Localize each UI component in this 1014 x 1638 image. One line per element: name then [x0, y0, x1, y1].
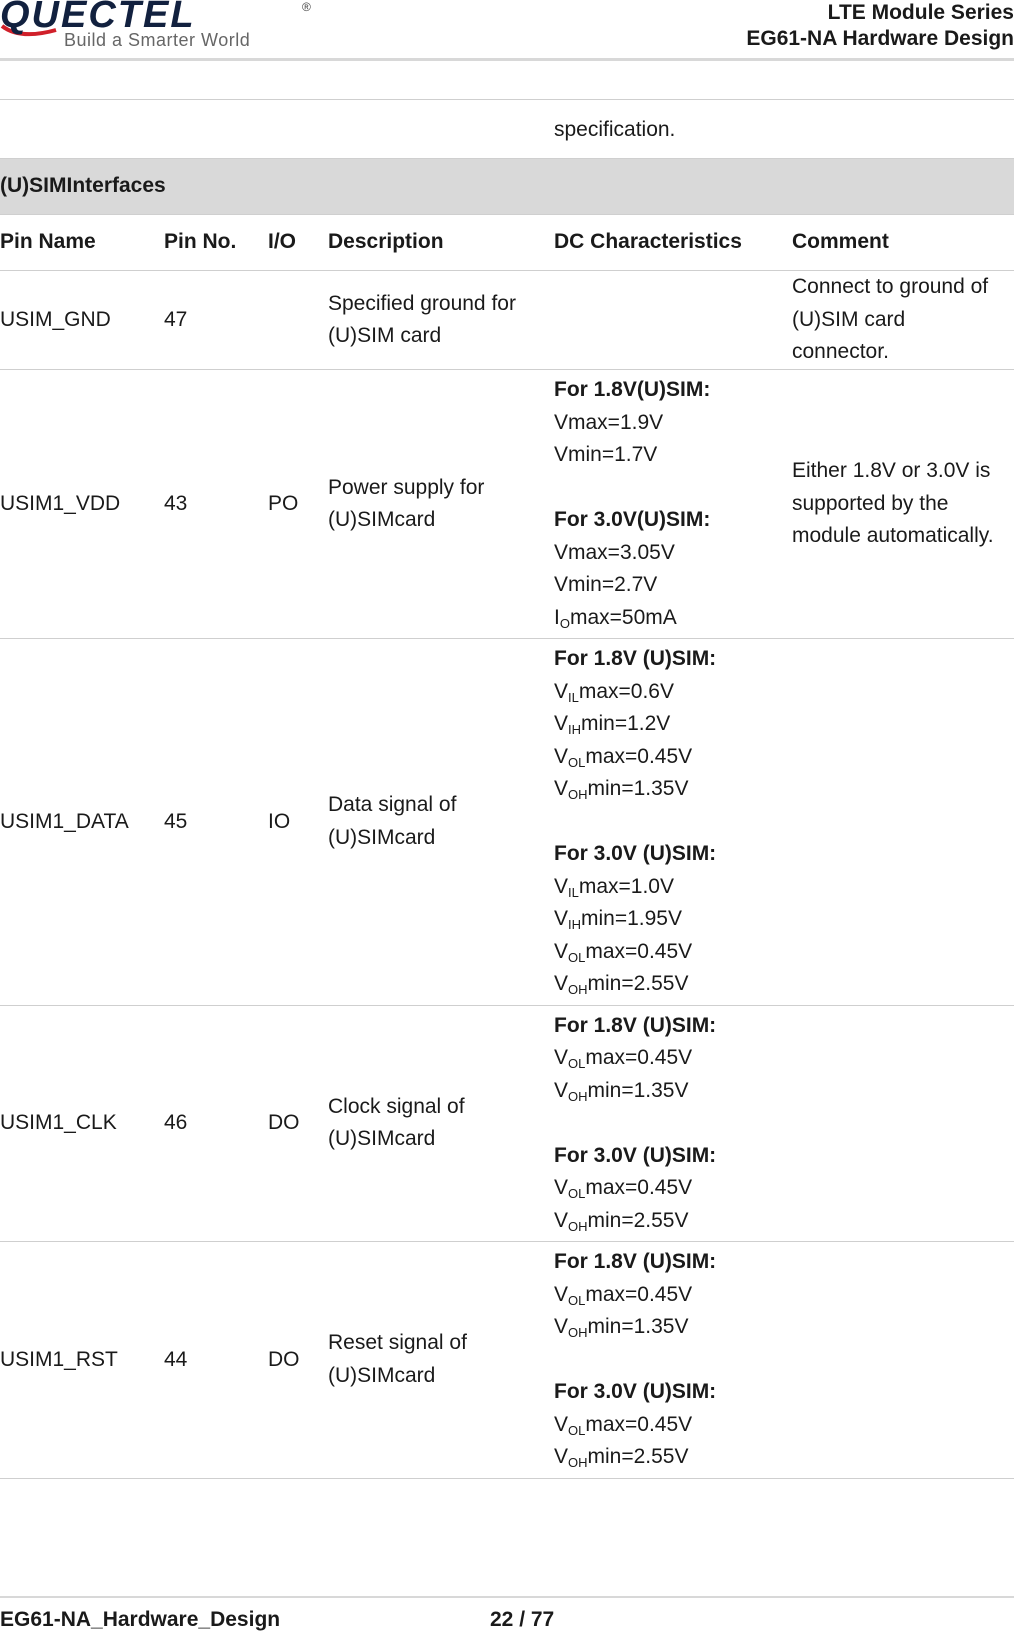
comment-line: connector.	[792, 340, 889, 364]
dc-heading: For 1.8V (U)SIM:	[554, 1013, 717, 1037]
pin-name-cell: USIM1_RST	[0, 1242, 164, 1479]
table-row	[0, 100, 1014, 159]
comment-line: module automatically.	[792, 524, 994, 548]
column-header: Pin No.	[164, 215, 268, 271]
comment-cell	[792, 271, 1014, 370]
spec-continuation-text: specification.	[554, 100, 792, 159]
dc-line: Vmin=1.7V	[554, 443, 658, 466]
pin-no-cell: 46	[164, 1005, 268, 1242]
description-cell	[328, 271, 554, 370]
description-line: (U)SIMcard	[328, 825, 436, 849]
comment-line: Connect to ground of	[792, 275, 989, 299]
description-line: Power supply for	[328, 475, 485, 499]
dc-line: $V_{OH}\min=2.55V$	[554, 1445, 689, 1470]
table-row	[0, 370, 1014, 639]
column-header: Comment	[792, 215, 1014, 271]
column-header: DC Characteristics	[554, 215, 792, 271]
dc-cell	[554, 639, 792, 1006]
dc-line: $V_{IH}\min=1.95V$	[554, 907, 682, 932]
dc-line: $V_{IL}\max=0.6V$	[554, 679, 674, 705]
column-header: I/O	[268, 215, 328, 271]
logo-tagline: Build a Smarter World	[64, 30, 251, 50]
description-line: (U)SIMcard	[328, 1363, 436, 1387]
dc-line: Vmax=3.05V	[554, 540, 675, 564]
io-cell: IO	[268, 639, 328, 1006]
dc-heading: For 3.0V (U)SIM:	[554, 1380, 717, 1403]
table-row	[0, 1242, 1014, 1479]
dc-line: Vmax=1.9V	[554, 410, 664, 434]
dc-heading: For 3.0V (U)SIM:	[554, 842, 717, 865]
comment-cell	[792, 1242, 1014, 1479]
io-cell: PO	[268, 370, 328, 639]
header-divider	[0, 58, 1014, 61]
description-line: (U)SIM card	[328, 324, 442, 347]
comment-line: Either 1.8V or 3.0V is	[792, 459, 991, 483]
description-cell	[328, 639, 554, 1006]
dc-cell	[554, 271, 792, 370]
description-cell	[328, 1005, 554, 1242]
dc-line: $V_{OL}\max=0.45V$	[554, 939, 693, 965]
dc-line: $V_{OL}\max=0.45V$	[554, 1412, 693, 1438]
comment-cell	[792, 1005, 1014, 1242]
dc-line: $V_{OH}\min=2.55V$	[554, 1208, 689, 1234]
header-doc-info	[746, 0, 1014, 52]
dc-cell	[554, 1242, 792, 1479]
column-header: Pin Name	[0, 215, 164, 271]
dc-heading: For 1.8V (U)SIM:	[554, 647, 717, 670]
dc-line: $V_{OH}\min=1.35V$	[554, 1315, 689, 1340]
comment-cell	[792, 639, 1014, 1006]
dc-heading: For 1.8V (U)SIM:	[554, 1250, 717, 1273]
dc-line: $V_{OH}\min=1.35V$	[554, 1078, 689, 1104]
pin-name-cell: USIM1_DATA	[0, 639, 164, 1006]
dc-line: $V_{IL}\max=1.0V$	[554, 874, 674, 900]
table-row	[0, 639, 1014, 1006]
description-line: (U)SIMcard	[328, 508, 436, 531]
comment-line: supported by the	[792, 491, 949, 515]
dc-heading: For 3.0V (U)SIM:	[554, 1143, 717, 1167]
dc-line: $V_{OL}\max=0.45V$	[554, 1282, 693, 1308]
description-line: Clock signal of	[328, 1094, 465, 1118]
page-header	[0, 0, 1014, 60]
column-header: Description	[328, 215, 554, 271]
description-line: Reset signal of	[328, 1331, 467, 1355]
pin-name-cell: USIM_GND	[0, 271, 164, 370]
group-title: (U)SIMInterfaces	[0, 159, 1014, 215]
io-cell: DO	[268, 1242, 328, 1479]
usim-interface-table	[0, 99, 1014, 1479]
table-row	[0, 271, 1014, 370]
description-cell	[328, 1242, 554, 1479]
dc-cell	[554, 370, 792, 639]
dc-line: $V_{OH}\min=2.55V$	[554, 972, 689, 997]
footer-doc-name: EG61-NA_Hardware_Design	[0, 1608, 281, 1631]
pin-name-cell: USIM1_CLK	[0, 1005, 164, 1242]
io-cell: DO	[268, 1005, 328, 1242]
pin-name-cell: USIM1_VDD	[0, 370, 164, 639]
dc-line: $V_{OL}\max=0.45V$	[554, 1046, 693, 1071]
dc-line: $V_{OL}\max=0.45V$	[554, 1176, 693, 1201]
quectel-logo	[0, 0, 320, 56]
description-line: Data signal of	[328, 793, 457, 817]
group-header-row	[0, 159, 1014, 215]
footer-divider	[0, 1596, 1014, 1598]
column-header-row	[0, 215, 1014, 271]
pin-no-cell: 44	[164, 1242, 268, 1479]
comment-cell	[792, 370, 1014, 639]
pin-no-cell: 47	[164, 271, 268, 370]
dc-heading: For 3.0V(U)SIM:	[554, 508, 711, 531]
dc-cell	[554, 1005, 792, 1242]
pin-no-cell: 45	[164, 639, 268, 1006]
comment-line: (U)SIM card	[792, 307, 906, 331]
dc-line: Vmin=2.7V	[554, 573, 658, 596]
io-cell	[268, 271, 328, 370]
dc-line: $V_{IH}\min=1.2V$	[554, 712, 671, 737]
description-line: Specified ground for	[328, 291, 516, 315]
header-doc-title: EG61-NA Hardware Design	[746, 27, 1014, 50]
table-row	[0, 1005, 1014, 1242]
description-line: (U)SIMcard	[328, 1127, 436, 1151]
dc-line: $I_O\max=50mA$	[554, 605, 677, 631]
pin-no-cell: 43	[164, 370, 268, 639]
header-series: LTE Module Series	[827, 1, 1014, 24]
page-number: 22 / 77	[490, 1608, 555, 1631]
dc-line: $V_{OL}\max=0.45V$	[554, 744, 693, 770]
registered-mark-icon: ®	[302, 0, 311, 14]
dc-heading: For 1.8V(U)SIM:	[554, 378, 711, 401]
dc-line: $V_{OH}\min=1.35V$	[554, 777, 689, 802]
logo-wordmark: QUECTEL	[0, 0, 196, 36]
description-cell	[328, 370, 554, 639]
